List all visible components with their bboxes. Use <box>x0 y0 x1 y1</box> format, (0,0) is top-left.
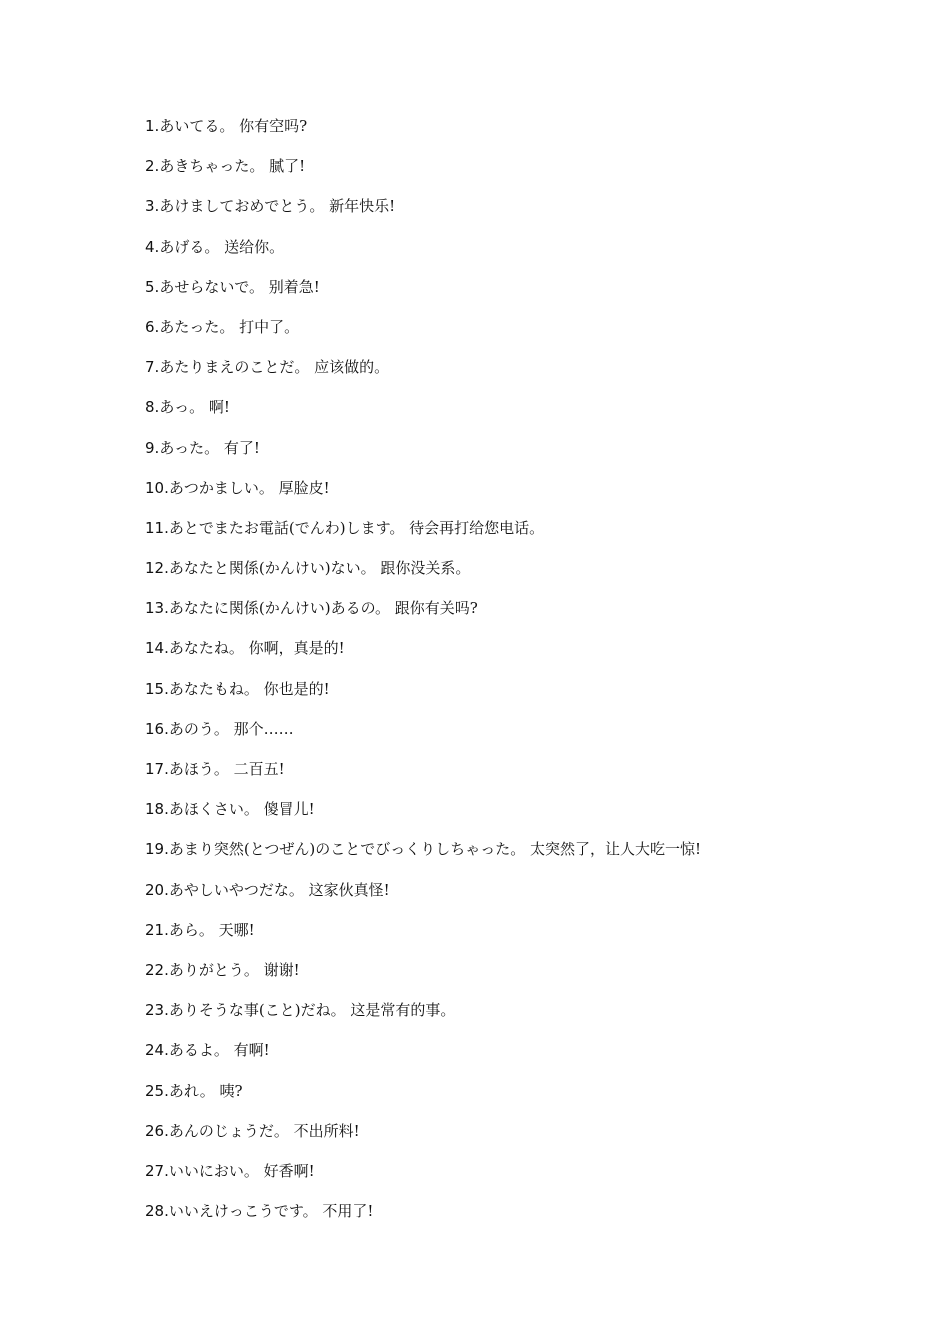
item-number: 3. <box>145 197 160 216</box>
list-item <box>145 877 905 917</box>
item-number: 17. <box>145 760 169 778</box>
item-number: 6. <box>145 317 160 336</box>
list-item <box>145 1158 905 1198</box>
item-text: あなたね。 你啊，真是的! <box>168 639 345 658</box>
list-item <box>145 595 905 635</box>
item-text: あせらないで。 别着急! <box>159 277 320 296</box>
item-text: あのう。 那个…… <box>168 719 294 738</box>
list-item <box>145 716 905 756</box>
list-item <box>145 1118 905 1158</box>
item-number: 25. <box>145 1081 169 1100</box>
item-text: あなたもね。 你也是的! <box>168 679 330 698</box>
item-text: あたった。 打中了。 <box>159 317 300 336</box>
list-item <box>145 917 905 957</box>
item-number: 4. <box>145 237 160 256</box>
list-item <box>145 635 905 675</box>
item-text: あとでまたお電話(でんわ)します。 待会再打给您电话。 <box>168 518 545 537</box>
item-text: あほう。 二百五! <box>168 760 285 778</box>
item-number: 2. <box>145 157 160 176</box>
list-item <box>145 1198 905 1238</box>
item-text: あんのじょうだ。 不出所料! <box>168 1121 360 1140</box>
item-number: 22. <box>145 960 169 979</box>
item-text: あら。 天哪! <box>168 920 255 939</box>
item-text: いいえけっこうです。 不用了! <box>168 1202 374 1221</box>
item-text: あなたに関係(かんけい)あるの。 跟你有关吗? <box>168 599 478 618</box>
item-number: 16. <box>145 719 169 738</box>
item-number: 11. <box>145 518 169 537</box>
item-number: 9. <box>145 438 160 457</box>
item-number: 14. <box>145 639 169 658</box>
item-number: 26. <box>145 1121 169 1140</box>
list-item <box>145 354 905 394</box>
list-item <box>145 435 905 475</box>
item-number: 20. <box>145 880 169 899</box>
item-number: 13. <box>145 599 169 618</box>
list-item <box>145 957 905 997</box>
list-item <box>145 193 905 233</box>
item-text: あるよ。 有啊! <box>168 1041 270 1060</box>
item-text: あきちゃった。 腻了! <box>159 157 306 176</box>
list-item <box>145 394 905 434</box>
item-number: 7. <box>145 358 160 377</box>
item-number: 27. <box>145 1161 169 1180</box>
list-item <box>145 1037 905 1077</box>
list-item <box>145 515 905 555</box>
item-number: 15. <box>145 679 169 698</box>
item-number: 23. <box>145 1001 169 1020</box>
item-text: ありそうな事(こと)だね。 这是常有的事。 <box>168 1001 456 1020</box>
item-number: 28. <box>145 1202 169 1221</box>
item-text: いいにおい。 好香啊! <box>168 1161 315 1180</box>
item-number: 18. <box>145 800 169 819</box>
list-item <box>145 153 905 193</box>
item-text: あげる。 送给你。 <box>159 237 285 256</box>
list-item <box>145 113 905 153</box>
item-text: あつかましい。 厚脸皮! <box>168 478 330 497</box>
list-item <box>145 756 905 796</box>
item-text: あなたと関係(かんけい)ない。 跟你没关系。 <box>168 559 471 578</box>
item-text: あやしいやつだな。 这家伙真怪! <box>168 880 390 899</box>
item-number: 12. <box>145 559 169 578</box>
item-text: ありがとう。 谢谢! <box>168 960 300 979</box>
item-text: あった。 有了! <box>159 438 260 457</box>
list-item <box>145 1078 905 1118</box>
item-number: 1. <box>145 117 160 135</box>
list-item <box>145 676 905 716</box>
list-item <box>145 796 905 836</box>
item-number: 8. <box>145 398 160 417</box>
list-item <box>145 836 905 876</box>
item-text: あまり突然(とつぜん)のことでびっくりしちゃった。 太突然了，让人大吃一惊! <box>168 840 702 859</box>
item-number: 21. <box>145 920 169 939</box>
phrase-list <box>145 113 905 1238</box>
list-item <box>145 997 905 1037</box>
list-item <box>145 555 905 595</box>
item-text: あほくさい。 傻冒儿! <box>168 800 315 819</box>
item-text: あれ。 咦? <box>168 1081 243 1100</box>
item-text: あたりまえのことだ。 应该做的。 <box>159 358 390 377</box>
item-text: あっ。 啊! <box>159 398 230 417</box>
list-item <box>145 314 905 354</box>
item-number: 19. <box>145 840 169 859</box>
list-item <box>145 475 905 515</box>
list-item <box>145 274 905 314</box>
item-number: 5. <box>145 277 160 296</box>
item-number: 10. <box>145 478 169 497</box>
item-text: あいてる。 你有空吗? <box>159 117 308 135</box>
item-number: 24. <box>145 1041 169 1060</box>
item-text: あけましておめでとう。 新年快乐! <box>159 197 396 216</box>
list-item <box>145 234 905 274</box>
